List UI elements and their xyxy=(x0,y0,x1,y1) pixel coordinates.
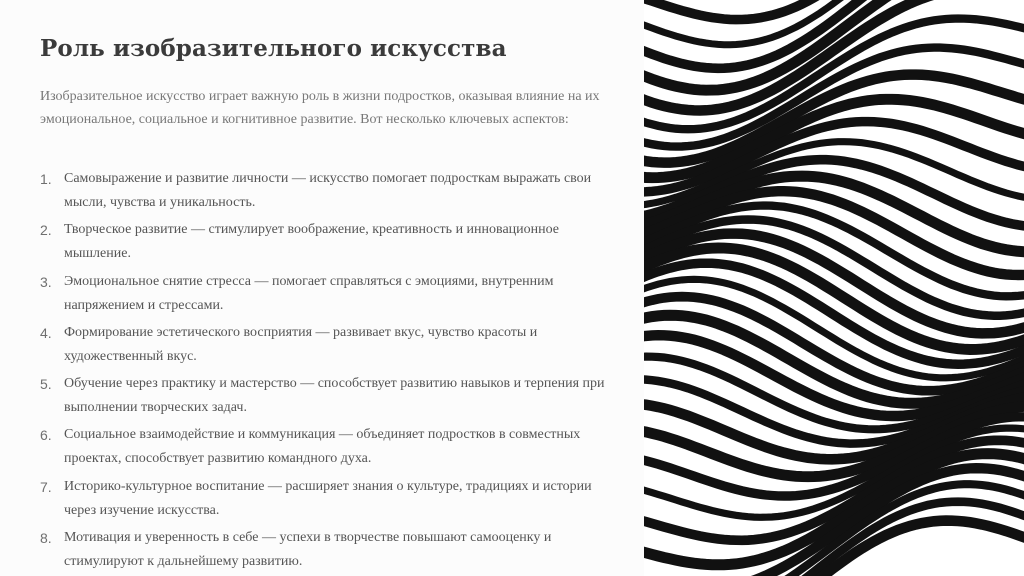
list-item-number: 1. xyxy=(40,171,52,187)
list-item-text: Творческое развитие — стимулирует воображение, креативность и инновационное мышление. xyxy=(64,222,560,262)
list-item xyxy=(40,218,620,269)
list-item-number: 3. xyxy=(40,273,52,290)
list-item-number: 7. xyxy=(40,478,52,495)
list-item-text: Эмоциональное снятие стресса — помогает справляться с эмоциями, внутренним напряжением и стрессами. xyxy=(64,273,554,313)
list-item-text: Обучение через практику и мастерство — способствует развитию навыков и терпения при выполнении творческих задач. xyxy=(64,376,605,416)
zebra-stripes-illustration xyxy=(644,0,1024,576)
list-item-text: Формирование эстетического восприятия — развивает вкус, чувство красоты и художественный вкус. xyxy=(64,324,538,364)
slide-title: Роль изобразительного искусства xyxy=(40,35,507,62)
list-item xyxy=(40,270,620,321)
aspects-list xyxy=(40,167,620,576)
list-item xyxy=(40,372,620,423)
list-item-number: 6. xyxy=(40,427,52,444)
list-item-number: 8. xyxy=(40,530,52,547)
list-item-text: Мотивация и уверенность в себе — успехи в творчестве повышают самооценку и стимулируют к дальнейшему развитию. xyxy=(64,530,552,570)
list-item xyxy=(40,526,620,576)
list-item-number: 4. xyxy=(40,324,52,341)
list-item xyxy=(40,423,620,474)
list-item-text: Социальное взаимодействие и коммуникация — объединяет подростков в совместных проектах, способствует развитию командного духа. xyxy=(64,427,581,467)
list-item-text: Историко-культурное воспитание — расширяет знания о культуре, традициях и истории через изучение искусства. xyxy=(64,478,592,518)
list-item-number: 5. xyxy=(40,376,52,393)
zebra-art-image xyxy=(644,0,1024,576)
list-item xyxy=(40,167,620,218)
list-item xyxy=(40,321,620,372)
list-item xyxy=(40,475,620,526)
list-item-text: Самовыражение и развитие личности — искусство помогает подросткам выражать свои мысли, чувства и уникальность. xyxy=(64,171,592,210)
intro-paragraph: Изобразительное искусство играет важную роль в жизни подростков, оказывая влияние на их эмоциональное, социальное и когнитивное развитие. Вот несколько ключевых аспектов: xyxy=(40,89,600,127)
list-item-number: 2. xyxy=(40,222,52,239)
